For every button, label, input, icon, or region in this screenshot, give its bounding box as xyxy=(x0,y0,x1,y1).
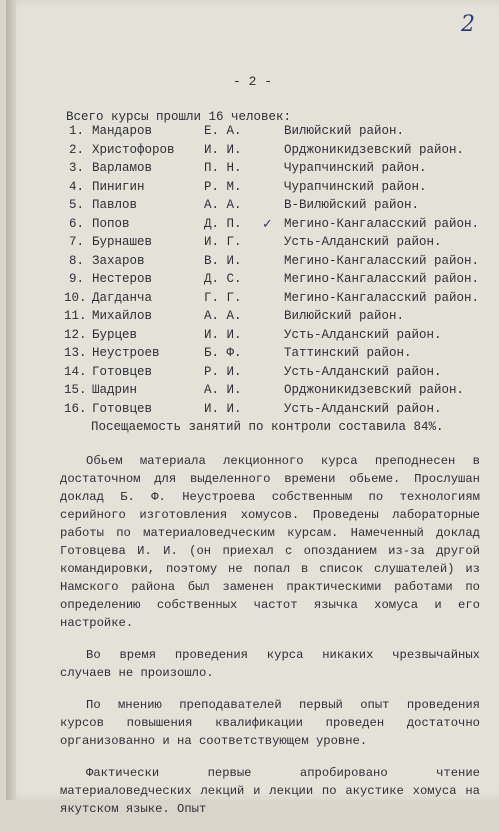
participant-surname: Захаров xyxy=(92,253,145,268)
list-item xyxy=(64,383,484,402)
list-item xyxy=(64,180,484,199)
participant-initials: И. Г. xyxy=(204,235,242,249)
participant-initials: Д. П. xyxy=(204,216,242,231)
list-item xyxy=(64,272,484,291)
participant-district: Усть-Алданский район. xyxy=(284,327,442,342)
participant-surname: Готовцев xyxy=(92,364,153,379)
participant-district: Мегино-Кангаласский район. xyxy=(284,253,480,268)
attendance-line: Посещаемость занятий по контроли составила 84%. xyxy=(91,420,444,434)
participant-district: Усть-Алданский район. xyxy=(284,401,442,416)
participant-district: Орджоникидзевский район. xyxy=(284,383,465,397)
participant-initials: Б. Ф. xyxy=(204,346,242,360)
participant-initials: И. И. xyxy=(204,142,242,157)
participant-surname: Нестеров xyxy=(92,272,153,286)
participant-number: 2. xyxy=(68,142,84,157)
participant-surname: Попов xyxy=(92,216,130,231)
participant-number: 3. xyxy=(68,161,84,175)
participant-surname: Бурцев xyxy=(92,327,138,342)
participant-district: Орджоникидзевский район. xyxy=(284,142,465,157)
participant-district: Усть-Алданский район. xyxy=(284,364,442,379)
checkmark-icon: ✓ xyxy=(262,217,273,232)
participant-district: Мегино-Кангаласский район. xyxy=(284,216,480,231)
participant-district: Усть-Алданский район. xyxy=(284,235,442,249)
participant-number: 10. xyxy=(64,290,87,305)
participant-initials: Г. Г. xyxy=(204,290,242,305)
participant-number: 9. xyxy=(68,272,84,286)
participant-number: 4. xyxy=(68,179,84,194)
paragraph: Фактически первые апробировано чтение материаловедческих лекций и лекции по акустике хомуса на якутском языке. Опыт xyxy=(60,766,480,816)
participant-surname: Неустроев xyxy=(92,346,160,360)
participant-number: 14. xyxy=(64,364,87,379)
participant-initials: А. И. xyxy=(204,383,242,397)
participant-number: 6. xyxy=(68,216,84,231)
participant-district: В-Вилюйский район. xyxy=(284,198,420,212)
participant-number: 8. xyxy=(68,253,84,268)
participant-surname: Готовцев xyxy=(92,401,153,416)
participant-district: Мегино-Кангаласский район. xyxy=(284,290,480,305)
participant-initials: Р. И. xyxy=(204,364,242,379)
participant-surname: Михайлов xyxy=(92,309,153,323)
participant-district: Таттинский район. xyxy=(284,346,412,360)
participant-number: 15. xyxy=(64,383,87,397)
handwritten-page-number: 2 xyxy=(461,12,475,37)
participant-initials: П. Н. xyxy=(204,161,242,175)
participant-number: 11. xyxy=(64,309,87,323)
list-item xyxy=(64,291,484,310)
participant-initials: И. И. xyxy=(204,401,242,416)
participant-number: 12. xyxy=(64,327,87,342)
participant-district: Вилюйский район. xyxy=(284,309,405,323)
participant-initials: И. И. xyxy=(204,327,242,342)
participant-initials: Д. С. xyxy=(204,272,242,286)
binding-edge xyxy=(6,0,16,800)
participant-surname: Бурнашев xyxy=(92,235,153,249)
participant-list xyxy=(64,124,484,420)
list-item xyxy=(64,198,484,217)
participant-initials: А. А. xyxy=(204,198,242,212)
paragraph: Обьем материала лекционного курса преподнесен в достаточном для выделенного времени обьеме. Прослушан доклад Б. Ф. Неустроева собственным по технологиям серийного изготовления хомусов. Проведены лабораторные работы по материаловедческим курсам. Намеченный доклад Готовцева И. И. (он приехал с опозданием из-за другой командировки, поэтому не попал в список слушателей) из Намского района был заменен практическими работами по определению собственных частот язычка хомуса и его настройке. xyxy=(60,454,480,630)
list-item xyxy=(64,217,484,236)
list-intro: Всего курсы прошли 16 человек: xyxy=(66,110,292,124)
participant-surname: Мандаров xyxy=(92,124,153,138)
participant-surname: Дагданча xyxy=(92,290,153,305)
participant-number: 13. xyxy=(64,346,87,360)
page-number: - 2 - xyxy=(232,74,272,89)
list-item xyxy=(64,365,484,384)
list-item xyxy=(64,328,484,347)
list-item xyxy=(64,309,484,328)
participant-surname: Пинигин xyxy=(92,179,145,194)
list-item xyxy=(64,143,484,162)
participant-number: 7. xyxy=(68,235,84,249)
participant-surname: Христофоров xyxy=(92,142,175,157)
list-item xyxy=(64,254,484,273)
body-text xyxy=(60,452,480,832)
paragraph: Во время проведения курса никаких чрезвычайных случаев не произошло. xyxy=(60,648,480,680)
paragraph: По мнению преподавателей первый опыт проведения курсов повышения квалификации проведен достаточно организованно и на соответствующем уровне. xyxy=(60,698,480,748)
participant-number: 16. xyxy=(64,401,87,416)
document-page xyxy=(6,0,499,816)
participant-surname: Варламов xyxy=(92,161,153,175)
participant-initials: Е. А. xyxy=(204,124,242,138)
participant-initials: Р. М. xyxy=(204,179,242,194)
participant-number: 1. xyxy=(68,124,84,138)
participant-district: Чурапчинский район. xyxy=(284,161,427,175)
participant-district: Чурапчинский район. xyxy=(284,179,427,194)
participant-initials: В. И. xyxy=(204,253,242,268)
participant-number: 5. xyxy=(68,198,84,212)
participant-district: Вилюйский район. xyxy=(284,124,405,138)
list-item xyxy=(64,346,484,365)
participant-district: Мегино-Кангаласский район. xyxy=(284,272,480,286)
list-item xyxy=(64,161,484,180)
list-item xyxy=(64,402,484,421)
list-item xyxy=(64,235,484,254)
participant-initials: А. А. xyxy=(204,309,242,323)
list-item xyxy=(64,124,484,143)
participant-surname: Шадрин xyxy=(92,383,138,397)
participant-surname: Павлов xyxy=(92,198,138,212)
